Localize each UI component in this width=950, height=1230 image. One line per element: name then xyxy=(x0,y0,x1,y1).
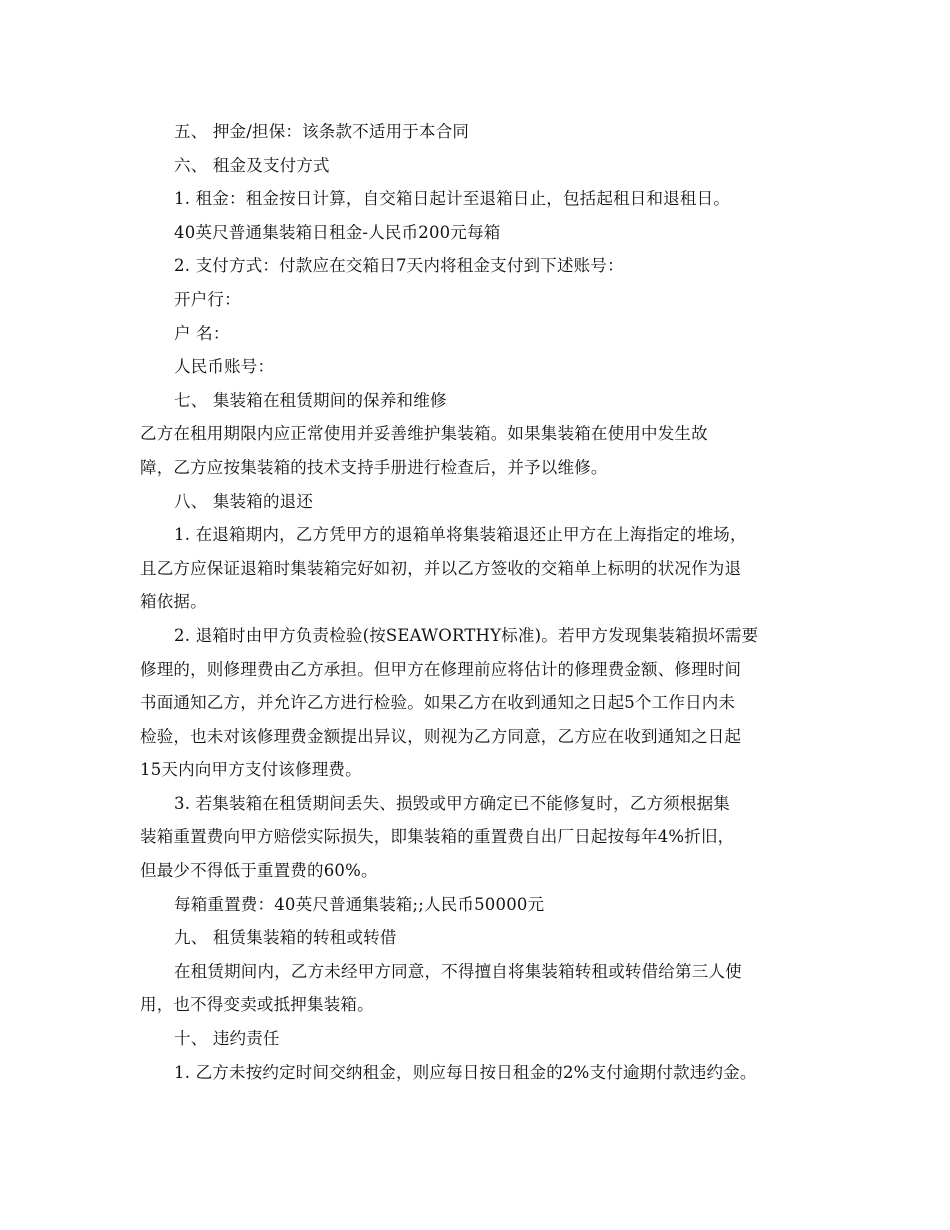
paragraph xyxy=(140,921,832,955)
paragraph xyxy=(140,888,832,922)
paragraph-line: 但最少不得低于重置费的60%。 xyxy=(140,861,378,881)
paragraph-line: 修理的，则修理费由乙方承担。但甲方在修理前应将估计的修理费金额、修理时间 xyxy=(140,659,742,679)
text-line: 人民币账号： xyxy=(174,357,275,377)
paragraph-line: 1. 乙方未按约定时间交纳租金，则应每日按日租金的2%支付逾期付款违约金。 xyxy=(174,1062,757,1082)
paragraph xyxy=(140,787,832,888)
text-line: 五、 押金/担保：该条款不适用于本合同 xyxy=(174,122,470,141)
paragraph-line: 乙方在租用期限内应正常使用并妥善维护集装箱。如果集装箱在使用中发生故 xyxy=(140,424,708,444)
paragraph-line: 15天内向甲方支付该修理费。 xyxy=(140,760,362,780)
paragraph-line: 装箱重置费向甲方赔偿实际损失，即集装箱的重置费自出厂日起按每年4%折旧， xyxy=(140,827,735,847)
text-line: 2. 支付方式：付款应在交箱日7天内将租金支付到下述账号： xyxy=(174,256,624,276)
paragraph xyxy=(140,485,832,519)
paragraph-line: 障，乙方应按集装箱的技术支持手册进行检查后，并予以维修。 xyxy=(140,457,608,477)
paragraph-line: 3. 若集装箱在租赁期间丢失、损毁或甲方确定已不能修复时，乙方须根据集 xyxy=(174,793,730,813)
paragraph xyxy=(140,955,832,1022)
paragraph-line: 每箱重置费：40英尺普通集装箱;;人民币50000元 xyxy=(174,894,545,914)
paragraph-line: 箱依据。 xyxy=(140,592,207,612)
paragraph-line: 2. 退箱时由甲方负责检验(按SEAWORTHY标准)。若甲方发现集装箱损坏需要 xyxy=(174,625,759,645)
paragraph-line: 十、 违约责任 xyxy=(174,1029,280,1049)
text-line: 户 名： xyxy=(174,323,230,343)
paragraph-line: 1. 在退箱期内，乙方凭甲方的退箱单将集装箱退还止甲方在上海指定的堆场， xyxy=(174,525,747,545)
paragraph-line: 检验，也未对该修理费金额提出异议，则视为乙方同意，乙方应在收到通知之日起 xyxy=(140,726,742,746)
text-line: 1. 租金：租金按日计算，自交箱日起计至退箱日止，包括起租日和退租日。 xyxy=(174,189,730,209)
text-line: 开户行： xyxy=(174,289,241,309)
paragraph-line: 九、 租赁集装箱的转租或转借 xyxy=(174,928,397,948)
paragraph xyxy=(140,518,832,619)
text-line: 40英尺普通集装箱日租金-人民币200元每箱 xyxy=(174,222,501,242)
paragraph-line: 八、 集装箱的退还 xyxy=(174,491,314,511)
paragraph xyxy=(140,1056,832,1090)
paragraph xyxy=(140,1022,832,1056)
paragraph-line: 用，也不得变卖或抵押集装箱。 xyxy=(140,995,374,1015)
paragraph xyxy=(140,417,832,484)
paragraph xyxy=(140,619,832,787)
text-line: 六、 租金及支付方式 xyxy=(174,155,330,175)
paragraph-line: 在租赁期间内，乙方未经甲方同意，不得擅自将集装箱转租或转借给第三人使 xyxy=(174,961,742,981)
document-paragraphs xyxy=(140,417,832,1089)
paragraph-line: 且乙方应保证退箱时集装箱完好如初，并以乙方签收的交箱单上标明的状况作为退 xyxy=(140,558,742,578)
paragraph-line: 书面通知乙方，并允许乙方进行检验。如果乙方在收到通知之日起5个工作日内未 xyxy=(140,693,736,713)
document-lines xyxy=(140,115,832,417)
text-line: 七、 集装箱在租赁期间的保养和维修 xyxy=(174,390,447,410)
